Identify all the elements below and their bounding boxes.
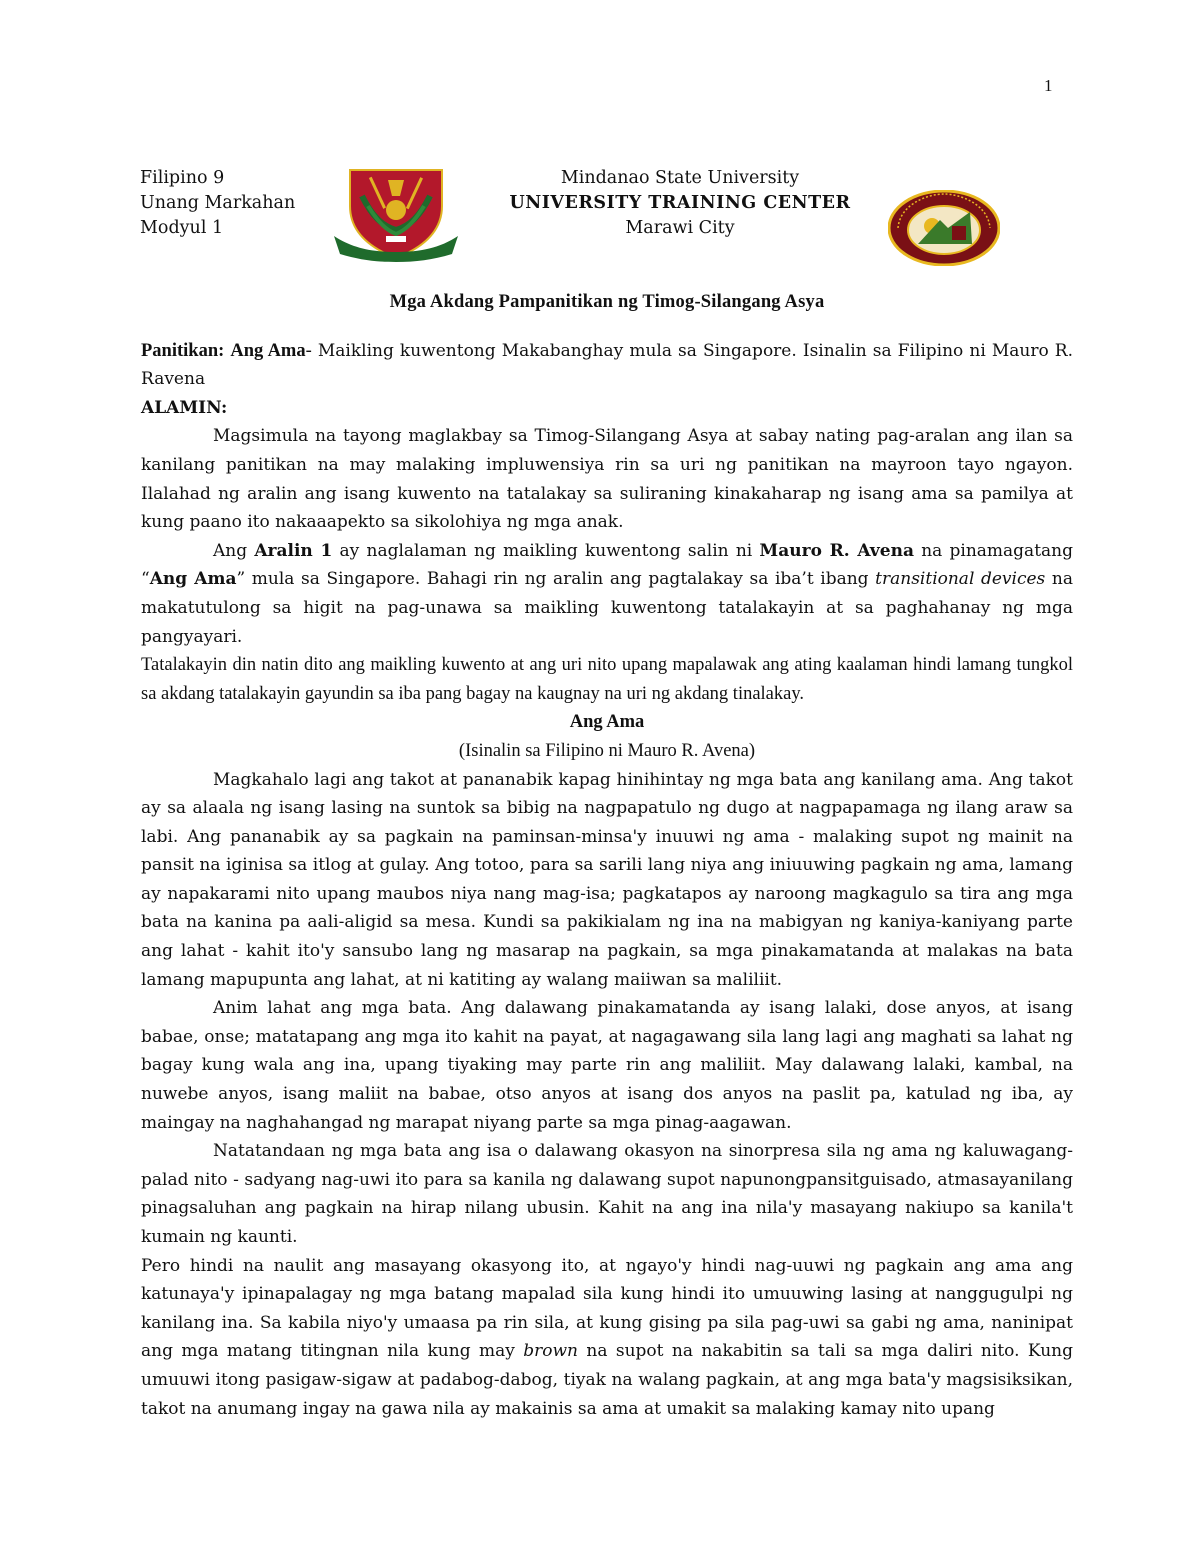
page-number: 1 [1044, 76, 1053, 95]
document-header [140, 166, 1010, 266]
document-body [141, 288, 1073, 1423]
alamin-heading: ALAMIN: [141, 397, 228, 418]
intro-paragraph-2 [141, 537, 1073, 651]
translator-name: Mauro R. Avena [759, 540, 914, 561]
panitikan-dash: - [305, 340, 312, 361]
course-subject: Filipino 9 [140, 168, 225, 188]
intro-p2-text: Ang [213, 540, 255, 561]
msu-seal-logo [332, 166, 460, 262]
panitikan-desc: Maikling kuwentong Makabanghay mula sa Singapore. Isinalin sa Filipino ni Mauro R. Ravena [141, 340, 1073, 390]
university-name: Mindanao State University [560, 168, 800, 188]
panitikan-label: Panitikan: [141, 340, 225, 361]
course-info [140, 166, 295, 241]
aralin-label: Aralin 1 [254, 540, 333, 561]
intro-p2-text: ” mula sa Singapore. Bahagi rin ng aralin ang pagtalakay sa iba’t ibang [236, 569, 876, 590]
story-p4-text: Pero hindi na naulit ang masayang okasyong ito, at ngayo'y hindi nag-uuwi ng pagkain ang ama ang katunaya'y ipinapalagay ng mga batang mapalad sila kung hindi ito umuuwing lasing at nanggugulpi ng kanilang ina. Sa kabila niyo'y umaasa pa rin sila, at kung gising pa sila pag-uwi sa gabi ng ama, naninipat ang mga matang titingnan nila kung may [141, 1255, 1073, 1362]
intro-paragraph-1: Magsimula na tayong maglakbay sa Timog-Silangang Asya at sabay nating pag-aralan ang ilan sa kanilang panitikan na may malaking impluwensiya rin sa uri ng panitikan na mayroon tayo ngayon. Ilalahad ng aralin ang isang kuwento na tatalakay sa suliraning kinakaharap ng isang ama sa pamilya at kung paano ito nakaaapekto sa sikolohiya ng mga anak. [141, 426, 1073, 533]
panitikan-line [141, 337, 1073, 394]
story-subtitle: (Isinalin sa Filipino ni Mauro R. Avena) [458, 740, 756, 761]
story-paragraph-3: Natatandaan ng mga bata ang isa o dalawang okasyon na sinorpresa sila ng ama ng kaluwagang-palad nito - sadyang nag-uwi ito para sa kanila ng dalawang supot napunongpansitguisado, atmasayanilang pinagsaluhan ang pagkain na hirap nilang ubusin. Kahit na ang ina nila'y masayang nakiupo sa kanila't kumain ng kaunti. [141, 1141, 1073, 1247]
course-module: Modyul 1 [140, 218, 224, 238]
intro-paragraph-3: Tatalakayin din natin dito ang maikling kuwento at ang uri nito upang mapalawak ang ating kaalaman hindi lamang tungkol sa akdang tatalakayin gayundin sa iba pang bagay na kaugnay na uri ng akdang tinalakay. [141, 655, 1073, 704]
transitional-devices-term: transitional devices [875, 569, 1046, 590]
intro-p2-text: na pinamagatang “ [141, 540, 1073, 590]
story-paragraph-2: Anim lahat ang mga bata. Ang dalawang pinakamatanda ay isang lalaki, dose anyos, at isang babae, onse; matatapang ang mga ito kahit na payat, at nagagawang sila lang lagi ang maghati sa lahat ng bagay kung wala ang ina, upang tiyaking may parte rin ang maliliit. May dalawang lalaki, kambal, na nuwebe anyos, isang maliit na babae, otso anyos at isang dos anyos na paslit pa, katulad ng iba, ay maingay na naghahangad ng marapat niyang parte sa mga pinag-aagawan. [141, 998, 1073, 1133]
utc-seal-logo [888, 190, 1000, 266]
story-p4-text: na supot na nakabitin sa tali sa mga daliri nito. Kung umuuwi itong pasigaw-sigaw at padabog-dabog, tiyak na walang pagkain, at ang mga bata'y magsisiksikan, takot na anumang ingay na gawa nila ay makainis sa ama at umakit sa malaking kamay nito upang [141, 1341, 1073, 1419]
university-city: Marawi City [625, 218, 735, 238]
panitikan-work: Ang Ama [230, 340, 306, 361]
intro-p2-text: ay naglalaman ng maikling kuwentong salin ni [332, 540, 760, 561]
story-paragraph-1: Magkahalo lagi ang takot at pananabik kapag hinihintay ng mga bata ang kanilang ama. Ang takot ay sa alaala ng isang lasing na suntok sa bibig na nagpapatulo ng dugo at nagpapamaga ng ilang araw sa labi. Ang pananabik ay sa pagkain na paminsan-minsa'y inuuwi ng ama - malaking supot ng mainit na pansit na iginisa sa itlog at gulay. Ang totoo, para sa sarili lang niya ang iniuuwing pagkain ng ama, lamang ay napakarami nito upang maubos niya nang mag-isa; pagkatapos ay naroong magkagulo sa tira ang mga bata na kanina pa aali-aligid sa mesa. Kundi sa pakikialam ng ina na mabigyan ng kaniya-kaniyang parte ang lahat - kahit ito'y sansubo lang ng masarap na pagkain, sa mga pinakamatanda at malakas na bata lamang mapupunta ang lahat, at ni katiting ay walang maiiwan sa maliliit. [141, 769, 1073, 990]
university-header [480, 166, 880, 241]
story-name: Ang Ama [149, 569, 237, 590]
brown-term: brown [523, 1341, 578, 1362]
training-center-name: UNIVERSITY TRAINING CENTER [509, 193, 851, 213]
course-quarter: Unang Markahan [140, 193, 296, 213]
intro-p2-text: na makatutulong sa higit na pag-unawa sa maikling kuwentong tatalakayin at sa paghahanay ng mga pangyayari. [141, 569, 1073, 647]
story-paragraph-4 [141, 1252, 1073, 1424]
story-title: Ang Ama [569, 712, 645, 733]
document-title: Mga Akdang Pampanitikan ng Timog-Silangang Asya [389, 292, 825, 312]
